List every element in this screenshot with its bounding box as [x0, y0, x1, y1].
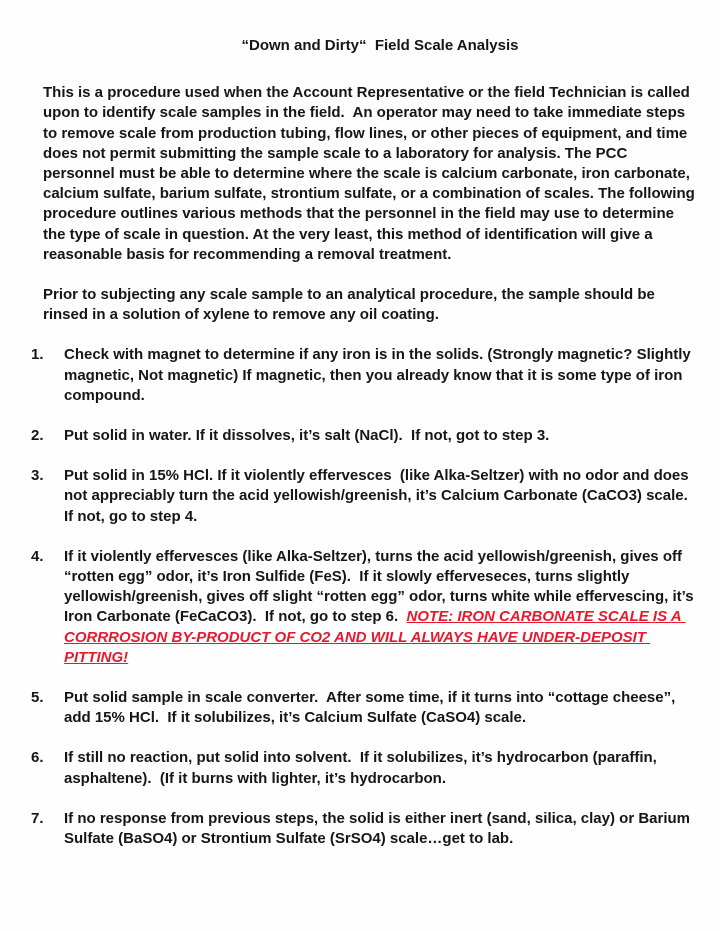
procedure-step-3 — [31, 466, 697, 527]
step-number: 5. — [31, 689, 44, 707]
procedure-step-list — [31, 345, 698, 849]
procedure-step-1 — [31, 345, 695, 406]
step-number: 3. — [31, 467, 44, 485]
step-text-body: Put solid in 15% HCl. If it violently effervesces (like Alka-Seltzer) with no odor and does not appreciably turn the acid yellowish/greenish, it’s Calcium Carbonate (CaCO3) scale. If not, go to step 4. — [64, 467, 697, 525]
step-text — [64, 426, 695, 446]
step-text — [64, 809, 695, 849]
procedure-step-6 — [31, 748, 695, 788]
step-text-body: If no response from previous steps, the solid is either inert (sand, silica, clay) or Barium Sulfate (BaSO4) or Strontium Sulfate (SrSO4) scale…get to lab. — [64, 809, 695, 848]
step-number: 6. — [31, 749, 44, 767]
step-text-body: Check with magnet to determine if any iron is in the solids. (Strongly magnetic? Slightly magnetic, Not magnetic) If magnetic, then you already know that it is some type of iron compound. — [64, 346, 695, 404]
step-number: 1. — [31, 346, 44, 364]
procedure-step-5 — [31, 688, 695, 728]
step-text — [64, 466, 695, 527]
step-number: 2. — [31, 427, 44, 445]
step-text — [64, 345, 695, 406]
step-text — [64, 748, 695, 788]
procedure-step-2 — [31, 426, 695, 446]
preparation-paragraph: Prior to subjecting any scale sample to an analytical procedure, the sample should be rinsed in a solution of xylene to remove any oil coating. — [43, 286, 660, 324]
step-text — [64, 547, 698, 668]
step-text-body: If it violently effervesces (like Alka-Seltzer), turns the acid yellowish/greenish, gives off “rotten egg” odor, it’s Iron Sulfide (FeS). If it slowly efferveseces, turns slightly yellowish/greenish, gives off slight “rotten egg” odor, turns white while effervescing, it’s Iron Carbonate (FeCaCO3). If not, go to step 6. — [64, 547, 698, 626]
procedure-step-7 — [31, 809, 695, 849]
step-text-body: If still no reaction, put solid into solvent. If it solubilizes, it’s hydrocarbon (paraffin, asphaltene). (If it burns with lighter, it’s hydrocarbon. — [64, 749, 661, 787]
step-text — [64, 688, 695, 728]
page-title: “Down and Dirty“ Field Scale Analysis — [241, 37, 519, 54]
step-text-body: Put solid sample in scale converter. After some time, if it turns into “cottage cheese”, add 15% HCl. If it solubilizes, it’s Calcium Sulfate (CaSO4) scale. — [64, 689, 680, 727]
step-number: 4. — [31, 547, 44, 565]
intro-paragraph: This is a procedure used when the Account Representative or the field Technician is called upon to identify scale samples in the field. An operator may need to take immediate steps to remove scale from production tubing, flow lines, or other pieces of equipment, and time does not permit submitting the sample scale to a laboratory for analysis. The PCC personnel must be able to determine where the scale is calcium carbonate, iron carbonate, calcium sulfate, barium sulfate, strontium sulfate, or a combination of scales. The following procedure outlines various methods that the personnel in the field may use to determine the type of scale in question. At the very least, this method of identification will give a reasonable basis for recommending a removal treatment. — [43, 84, 699, 263]
step-number: 7. — [31, 809, 44, 827]
procedure-step-4 — [31, 547, 698, 668]
step-text-body: Put solid in water. If it dissolves, it’s salt (NaCl). If not, got to step 3. — [64, 427, 550, 445]
step-note-warning: NOTE: IRON CARBONATE SCALE IS A CORRROSION BY-PRODUCT OF CO2 AND WILL ALWAYS HAVE UNDER-DEPOSIT PITTING! — [64, 608, 686, 666]
